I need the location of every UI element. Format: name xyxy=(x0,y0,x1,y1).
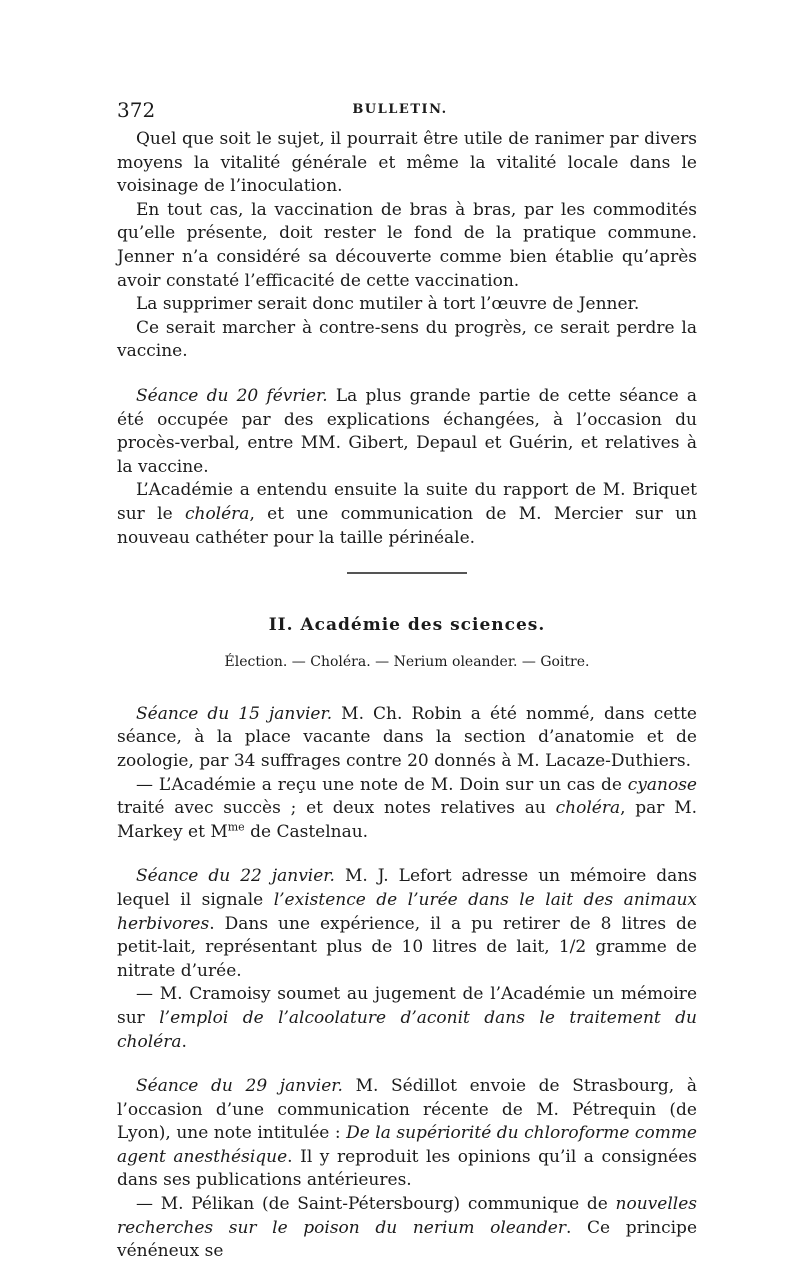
paragraph-text: M. J. Lefort adresse un mémoire dans lequel il signale xyxy=(117,866,697,910)
page-header xyxy=(117,98,683,128)
italic-term: cyanose xyxy=(627,774,697,795)
paragraph-text: — M. Cramoisy soumet au jugement de l’Académie un mémoire sur xyxy=(117,984,697,1028)
spacer xyxy=(117,364,697,385)
section-summary: Élection. — Choléra. — Nerium oleander. — Goitre. xyxy=(224,654,590,671)
paragraph-text: . Dans une expérience, il a pu retirer de 8 litres de petit-lait, représentant plus de 10 litres de lait, 1/2 gramme de nitrate d’urée. xyxy=(117,913,697,981)
running-head: BULLETIN. xyxy=(352,102,448,117)
paragraph: Quel que soit le sujet, il pourrait être utile de ranimer par divers moyens la vitalité générale et même la vitalité locale dans le voisinage de l’inoculation. xyxy=(117,129,697,197)
paragraph: La supprimer serait donc mutiler à tort l’œuvre de Jenner. xyxy=(136,294,640,315)
paragraph: En tout cas, la vaccination de bras à bras, par les commodités qu’elle présente, doit rester le fond de la pratique commune. Jenner n’a considéré sa découverte comme bien établie qu’après avoir constaté l’efficacité de cette vaccination. xyxy=(117,199,697,291)
session-date: Séance du 20 février. xyxy=(136,385,328,406)
paragraph xyxy=(117,1075,697,1193)
paragraph-text: de Castelnau. xyxy=(244,821,369,842)
paragraph xyxy=(117,479,697,550)
spacer xyxy=(117,844,697,865)
page-body xyxy=(117,128,697,1264)
italic-term: De la supériorité du chloroforme comme agent anesthésique xyxy=(117,1123,697,1167)
paragraph-text: . Il y reproduit les opinions qu’il a consignées dans ses publications antérieures. xyxy=(117,1146,698,1191)
paragraph-text: M. Ch. Robin a été nommé, dans cette séance, à la place vacante dans la section d’anatomie et de zoologie, par 34 suffrages contre 20 donnés à M. Lacaze-Duthiers. xyxy=(117,703,697,771)
italic-term: choléra xyxy=(555,798,621,819)
paragraph xyxy=(117,385,697,479)
paragraph: Ce serait marcher à contre-sens du progrès, ce serait perdre la vaccine. xyxy=(117,317,697,362)
italic-term: l’existence de l’urée dans le lait des animaux herbivores xyxy=(117,889,697,934)
section-title: II. Académie des sciences. xyxy=(268,614,546,635)
paragraph-text: , par M. Markey et M xyxy=(117,798,698,842)
paragraph-text: . xyxy=(181,1031,187,1052)
superscript: me xyxy=(227,820,245,834)
paragraph xyxy=(117,865,697,983)
spacer xyxy=(117,1054,697,1075)
paragraph xyxy=(117,983,697,1054)
session-date: Séance du 29 janvier. xyxy=(136,1076,343,1097)
paragraph xyxy=(117,1193,697,1264)
session-date: Séance du 22 janvier. xyxy=(136,866,335,887)
italic-term: nouvelles recherches sur le poison du nerium oleander xyxy=(117,1194,697,1238)
paragraph-text: L’Académie a entendu ensuite la suite du rapport de M. Briquet sur le xyxy=(117,480,697,524)
italic-term: l’emploi de l’alcoolature d’aconit dans le traitement du choléra xyxy=(117,1007,698,1052)
italic-term: choléra xyxy=(184,503,250,524)
page-number: 372 xyxy=(117,98,156,122)
paragraph-text: — M. Pélikan (de Saint-Pétersbourg) communique de xyxy=(136,1194,616,1215)
paragraph-text: traité avec succès ; et deux notes relatives au xyxy=(117,798,556,819)
section-divider xyxy=(347,572,467,574)
paragraph-text: M. Sédillot envoie de Strasbourg, à l’occasion d’une communication récente de M. Pétrequin (de Lyon), une note intitulée : xyxy=(117,1076,697,1144)
paragraph xyxy=(117,774,697,845)
paragraph-text: . Ce principe vénéneux se xyxy=(117,1217,698,1262)
session-date: Séance du 15 janvier. xyxy=(136,703,333,724)
paragraph xyxy=(117,703,697,774)
paragraph-text: , et une communication de M. Mercier sur un nouveau cathéter pour la taille périnéale. xyxy=(117,503,697,548)
paragraph-text: La plus grande partie de cette séance a été occupée par des explications échangées, à l’occasion du procès-verbal, entre MM. Gibert, Depaul et Guérin, et relatives à la vaccine. xyxy=(117,385,697,477)
paragraph-text: — L’Académie a reçu une note de M. Doin sur un cas de xyxy=(136,774,628,795)
